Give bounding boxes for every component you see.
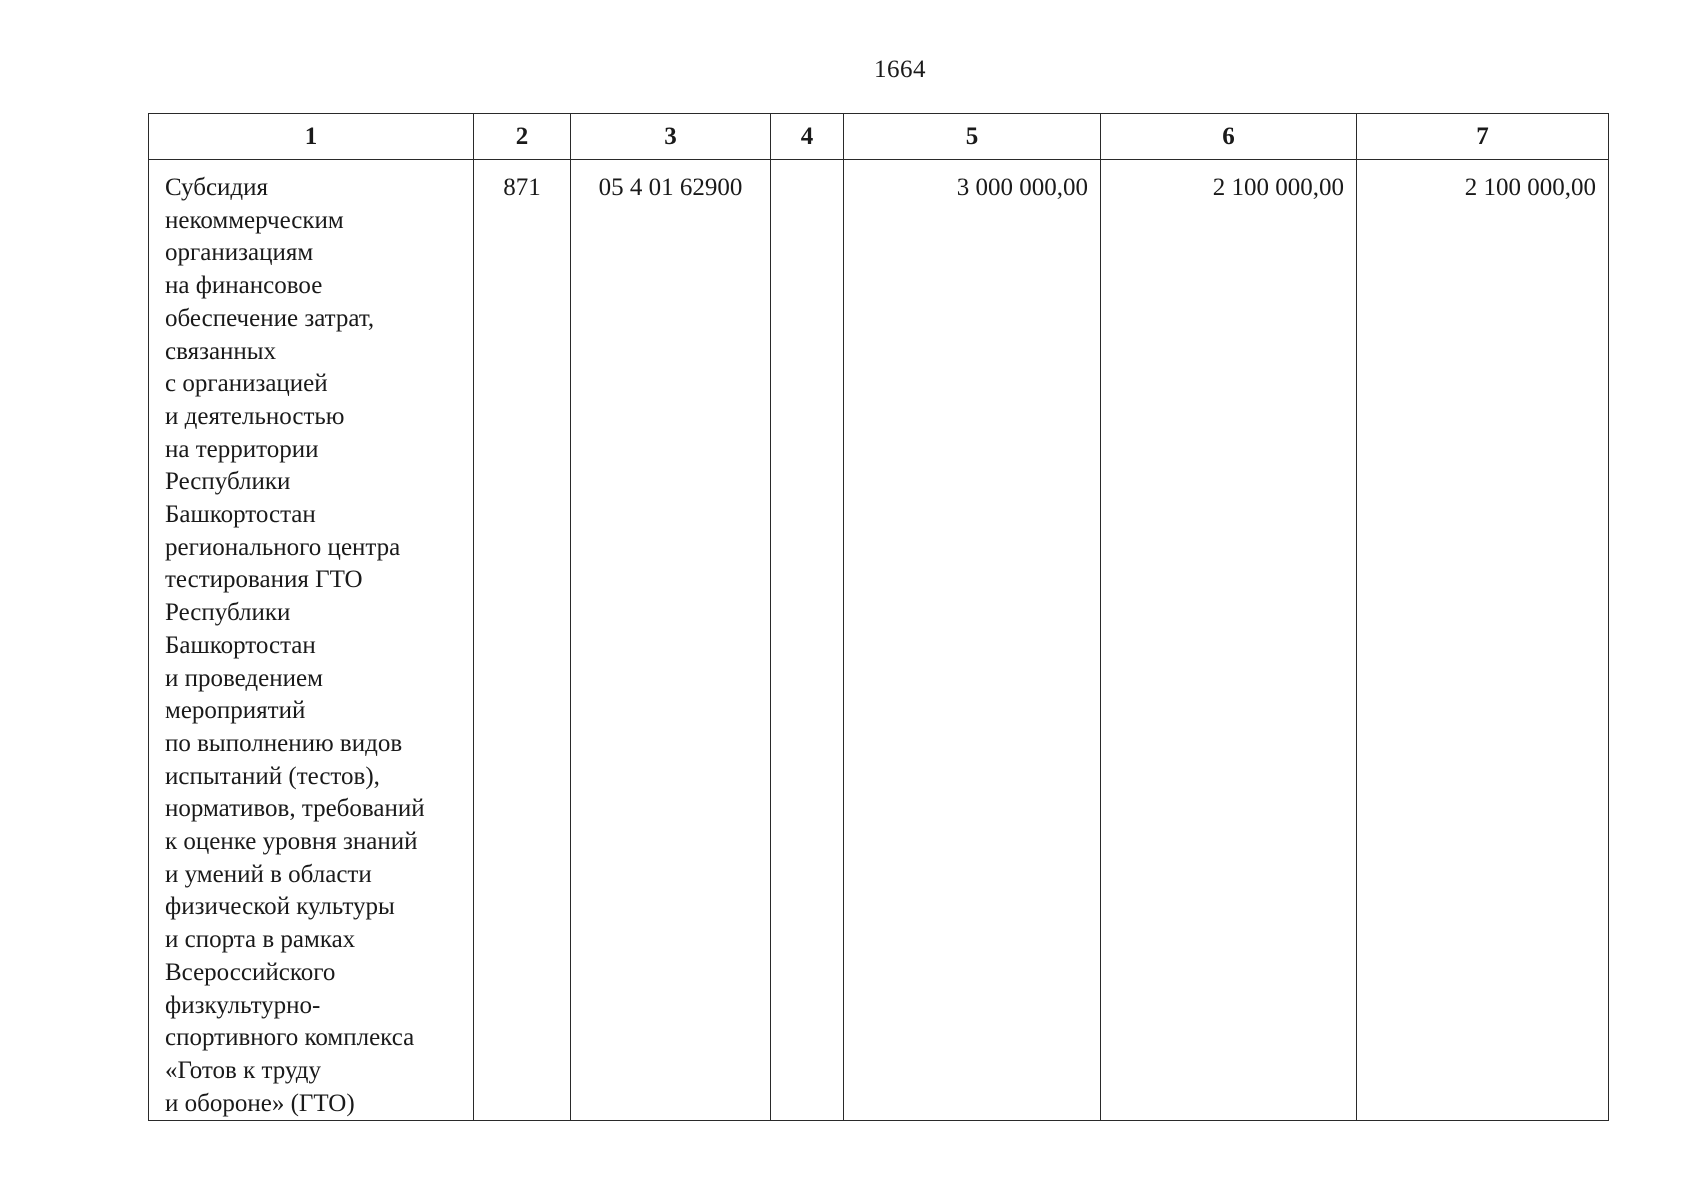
item-name-line: спортивного комплекса [165,1024,415,1052]
item-name-line: и спорта в рамках [165,926,356,954]
header-col-2: 2 [474,114,571,160]
item-name-line: связанных [165,337,277,365]
item-name-line: «Готов к труду [165,1056,322,1084]
header-row [149,114,1609,160]
header-col-7: 7 [1357,114,1609,160]
header-col-3: 3 [571,114,771,160]
item-name-line: Башкортостан [165,501,316,529]
item-name-line: обеспечение затрат, [165,304,375,332]
col5-value: 3 000 000,00 [844,160,1101,1121]
col3-value: 05 4 01 62900 [571,160,771,1121]
item-name-line: с организацией [165,370,328,398]
item-name-line: физкультурно- [165,991,321,1019]
item-name-line: и обороне» (ГТО) [165,1089,355,1117]
item-name-line: и умений в области [165,860,372,888]
item-name-line: по выполнению видов [165,729,403,757]
item-name-line: Всероссийского [165,958,336,986]
header-col-4: 4 [771,114,844,160]
col2-value: 871 [474,160,571,1121]
page-number: 1664 [874,56,926,83]
table-row [149,160,1609,1121]
budget-table [148,113,1609,1121]
item-name-line: регионального центра [165,533,401,561]
item-name-line: Республики [165,599,291,627]
item-name-line: испытаний (тестов), [165,762,380,790]
col6-value: 2 100 000,00 [1101,160,1357,1121]
header-col-5: 5 [844,114,1101,160]
item-name-line: нормативов, требований [165,795,425,823]
item-name-line: мероприятий [165,697,306,725]
item-name-line: к оценке уровня знаний [165,828,418,856]
item-name-line: Республики [165,468,291,496]
item-name-line: тестирования ГТО [165,566,363,594]
col7-value: 2 100 000,00 [1357,160,1609,1121]
item-name-line: Башкортостан [165,631,316,659]
col4-value [771,160,844,1121]
item-name-line: организациям [165,239,314,267]
header-col-6: 6 [1101,114,1357,160]
item-name-line: на финансовое [165,272,323,300]
item-name-cell [149,160,474,1121]
item-name-line: физической культуры [165,893,395,921]
header-col-1: 1 [149,114,474,160]
item-name-line: некоммерческим [165,206,344,234]
item-name-line: на территории [165,435,319,463]
item-name-line: Субсидия [165,174,269,201]
item-name-line: и деятельностью [165,402,345,430]
item-name-line: и проведением [165,664,323,692]
